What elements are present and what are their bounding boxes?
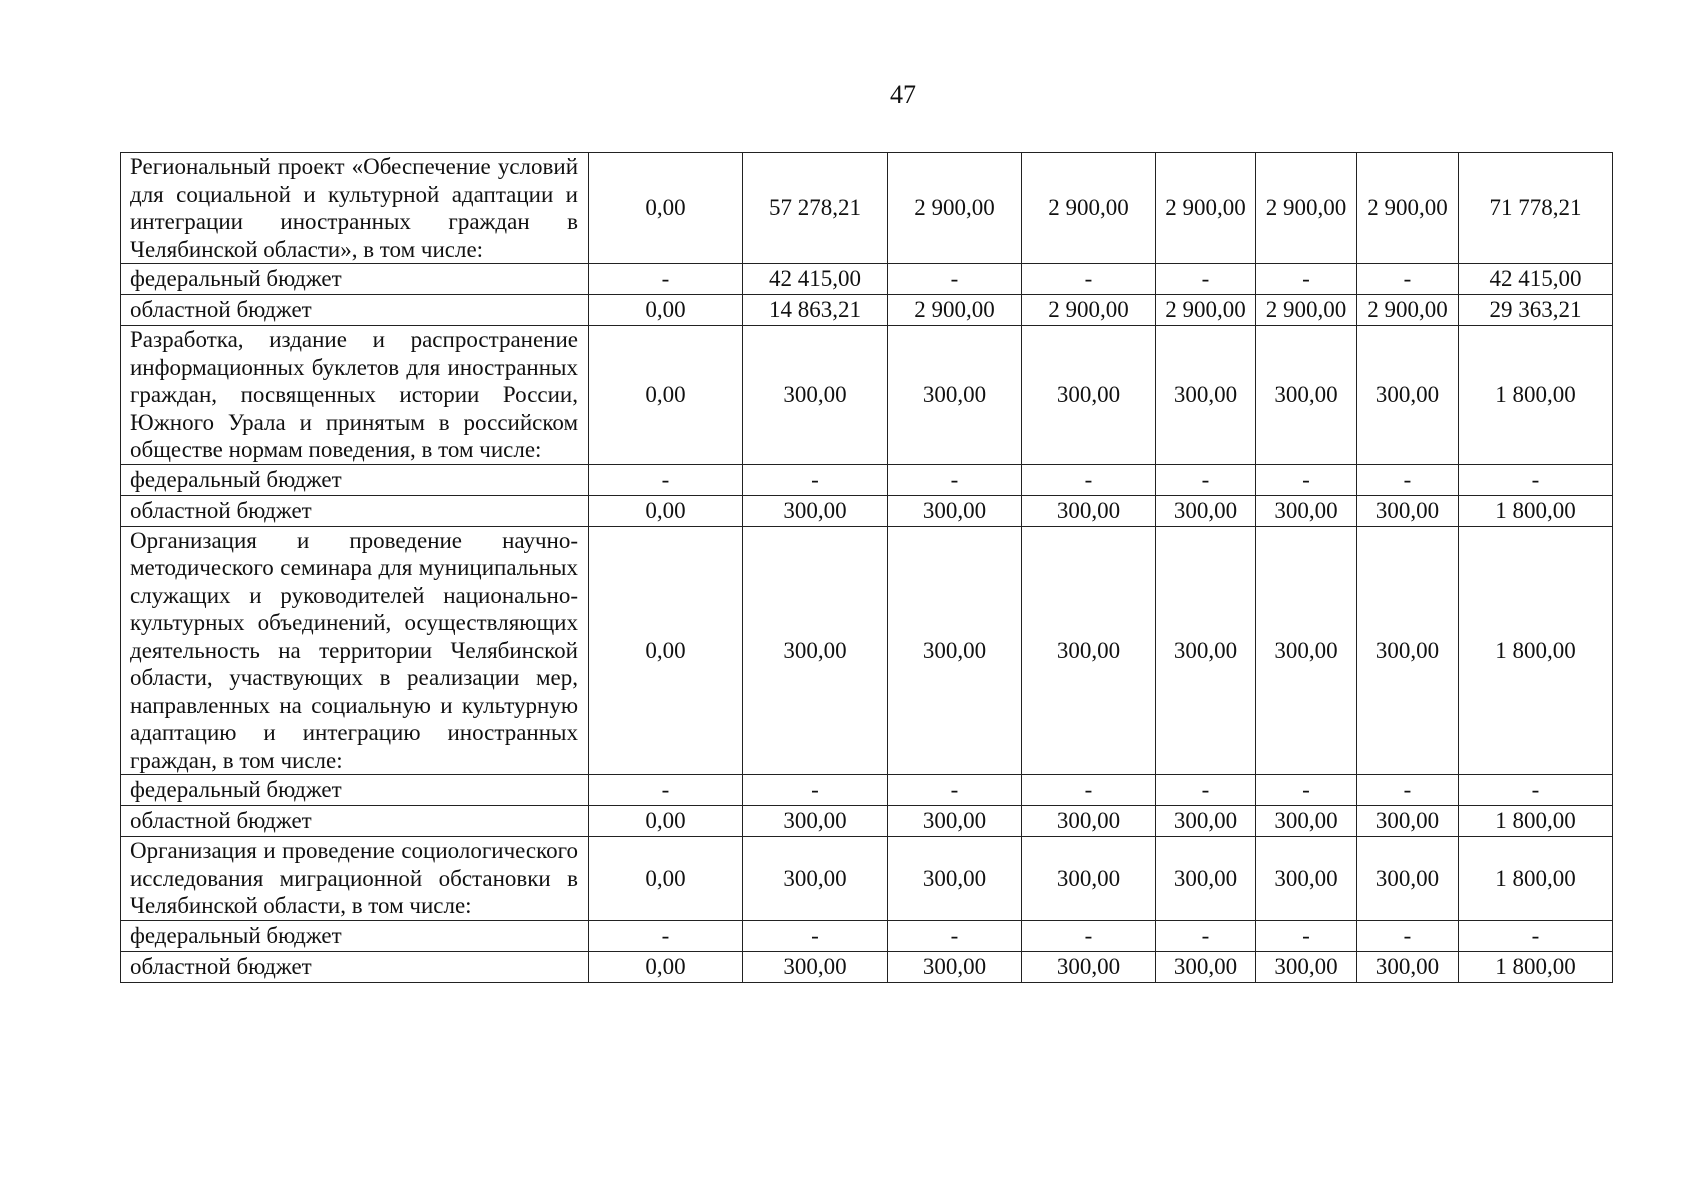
total-cell: 1 800,00 — [1459, 837, 1613, 921]
value-cell: 2 900,00 — [1156, 153, 1256, 264]
value-cell: - — [589, 464, 743, 495]
value-cell: 300,00 — [1256, 806, 1357, 837]
value-cell: 300,00 — [888, 495, 1022, 526]
value-cell: - — [743, 464, 888, 495]
row-label: федеральный бюджет — [121, 775, 589, 806]
value-cell: 300,00 — [743, 495, 888, 526]
total-cell: - — [1459, 920, 1613, 951]
value-cell: 0,00 — [589, 295, 743, 326]
value-cell: 0,00 — [589, 495, 743, 526]
value-cell: 300,00 — [1156, 526, 1256, 775]
value-cell: 300,00 — [888, 951, 1022, 982]
value-cell: - — [1156, 264, 1256, 295]
value-cell: - — [589, 775, 743, 806]
value-cell: - — [1357, 775, 1459, 806]
value-cell: 300,00 — [1256, 837, 1357, 921]
page-number: 47 — [890, 80, 916, 109]
value-cell: 2 900,00 — [888, 153, 1022, 264]
total-cell: 1 800,00 — [1459, 806, 1613, 837]
value-cell: - — [1156, 775, 1256, 806]
value-cell: 0,00 — [589, 806, 743, 837]
value-cell: - — [743, 920, 888, 951]
table-row — [121, 295, 1613, 326]
value-cell: - — [888, 264, 1022, 295]
table-row — [121, 920, 1613, 951]
table-row — [121, 495, 1613, 526]
value-cell: 300,00 — [743, 951, 888, 982]
value-cell: 300,00 — [1256, 951, 1357, 982]
total-cell: 1 800,00 — [1459, 326, 1613, 465]
value-cell: 300,00 — [1357, 526, 1459, 775]
value-cell: 300,00 — [743, 806, 888, 837]
row-label: федеральный бюджет — [121, 920, 589, 951]
table-row — [121, 526, 1613, 775]
value-cell: - — [1357, 464, 1459, 495]
table-row — [121, 837, 1613, 921]
value-cell: 300,00 — [1357, 326, 1459, 465]
value-cell: - — [1022, 920, 1156, 951]
value-cell: - — [1357, 920, 1459, 951]
row-label: областной бюджет — [121, 495, 589, 526]
table-row — [121, 153, 1613, 264]
value-cell: 300,00 — [1256, 326, 1357, 465]
value-cell: - — [1022, 464, 1156, 495]
value-cell: - — [743, 775, 888, 806]
value-cell: 300,00 — [888, 526, 1022, 775]
value-cell: 300,00 — [743, 837, 888, 921]
value-cell: - — [1256, 264, 1357, 295]
row-label: областной бюджет — [121, 806, 589, 837]
value-cell: 2 900,00 — [1022, 295, 1156, 326]
value-cell: 300,00 — [1022, 806, 1156, 837]
value-cell: 14 863,21 — [743, 295, 888, 326]
total-cell: - — [1459, 464, 1613, 495]
row-label: федеральный бюджет — [121, 264, 589, 295]
value-cell: 2 900,00 — [1357, 295, 1459, 326]
value-cell: 300,00 — [1156, 326, 1256, 465]
value-cell: - — [1022, 775, 1156, 806]
value-cell: 300,00 — [743, 526, 888, 775]
value-cell: 2 900,00 — [1256, 295, 1357, 326]
table-row — [121, 464, 1613, 495]
value-cell: 300,00 — [888, 837, 1022, 921]
table-row — [121, 775, 1613, 806]
row-label: областной бюджет — [121, 951, 589, 982]
value-cell: 300,00 — [888, 806, 1022, 837]
value-cell: 300,00 — [1256, 495, 1357, 526]
value-cell: - — [589, 264, 743, 295]
value-cell: 2 900,00 — [1256, 153, 1357, 264]
row-label: областной бюджет — [121, 295, 589, 326]
table-row — [121, 806, 1613, 837]
value-cell: 300,00 — [1022, 326, 1156, 465]
value-cell: - — [888, 464, 1022, 495]
total-cell: 42 415,00 — [1459, 264, 1613, 295]
row-label: Организация и проведение научно-методического семинара для муниципальных служащих и руководителей национально-культурных объединений, осуществляющих деятельность на территории Челябинской области, участвующих в реализации мер, направленных на социальную и культурную адаптацию и интеграцию иностранных граждан, в том числе: — [121, 526, 589, 775]
budget-table — [120, 152, 1613, 983]
total-cell: 1 800,00 — [1459, 526, 1613, 775]
row-label: Разработка, издание и распространение информационных буклетов для иностранных граждан, посвященных истории России, Южного Урала и принятым в российском обществе нормам поведения, в том числе: — [121, 326, 589, 465]
value-cell: 300,00 — [1022, 495, 1156, 526]
value-cell: 2 900,00 — [1357, 153, 1459, 264]
value-cell: 300,00 — [1156, 951, 1256, 982]
value-cell: - — [888, 775, 1022, 806]
value-cell: - — [589, 920, 743, 951]
value-cell: 0,00 — [589, 951, 743, 982]
table-row — [121, 951, 1613, 982]
value-cell: - — [1357, 264, 1459, 295]
value-cell: - — [888, 920, 1022, 951]
table-row — [121, 264, 1613, 295]
value-cell: 300,00 — [1156, 806, 1256, 837]
value-cell: 300,00 — [1357, 495, 1459, 526]
value-cell: 300,00 — [1357, 951, 1459, 982]
table-row — [121, 326, 1613, 465]
value-cell: 300,00 — [1022, 526, 1156, 775]
value-cell: 42 415,00 — [743, 264, 888, 295]
value-cell: 2 900,00 — [1156, 295, 1256, 326]
value-cell: 300,00 — [1256, 526, 1357, 775]
value-cell: 300,00 — [1022, 951, 1156, 982]
value-cell: 300,00 — [743, 326, 888, 465]
value-cell: - — [1256, 920, 1357, 951]
value-cell: - — [1256, 464, 1357, 495]
value-cell: 300,00 — [1022, 837, 1156, 921]
value-cell: 300,00 — [1156, 837, 1256, 921]
value-cell: 2 900,00 — [888, 295, 1022, 326]
value-cell: - — [1156, 920, 1256, 951]
value-cell: 0,00 — [589, 153, 743, 264]
value-cell: 0,00 — [589, 326, 743, 465]
row-label: Организация и проведение социологического исследования миграционной обстановки в Челябинской области, в том числе: — [121, 837, 589, 921]
value-cell: - — [1156, 464, 1256, 495]
total-cell: 1 800,00 — [1459, 495, 1613, 526]
value-cell: 300,00 — [888, 326, 1022, 465]
row-label: Региональный проект «Обеспечение условий для социальной и культурной адаптации и интеграции иностранных граждан в Челябинской области», в том числе: — [121, 153, 589, 264]
value-cell: 2 900,00 — [1022, 153, 1156, 264]
value-cell: 0,00 — [589, 837, 743, 921]
total-cell: 71 778,21 — [1459, 153, 1613, 264]
total-cell: - — [1459, 775, 1613, 806]
value-cell: - — [1022, 264, 1156, 295]
row-label: федеральный бюджет — [121, 464, 589, 495]
value-cell: 57 278,21 — [743, 153, 888, 264]
total-cell: 1 800,00 — [1459, 951, 1613, 982]
total-cell: 29 363,21 — [1459, 295, 1613, 326]
value-cell: 0,00 — [589, 526, 743, 775]
value-cell: 300,00 — [1156, 495, 1256, 526]
value-cell: - — [1256, 775, 1357, 806]
value-cell: 300,00 — [1357, 837, 1459, 921]
value-cell: 300,00 — [1357, 806, 1459, 837]
